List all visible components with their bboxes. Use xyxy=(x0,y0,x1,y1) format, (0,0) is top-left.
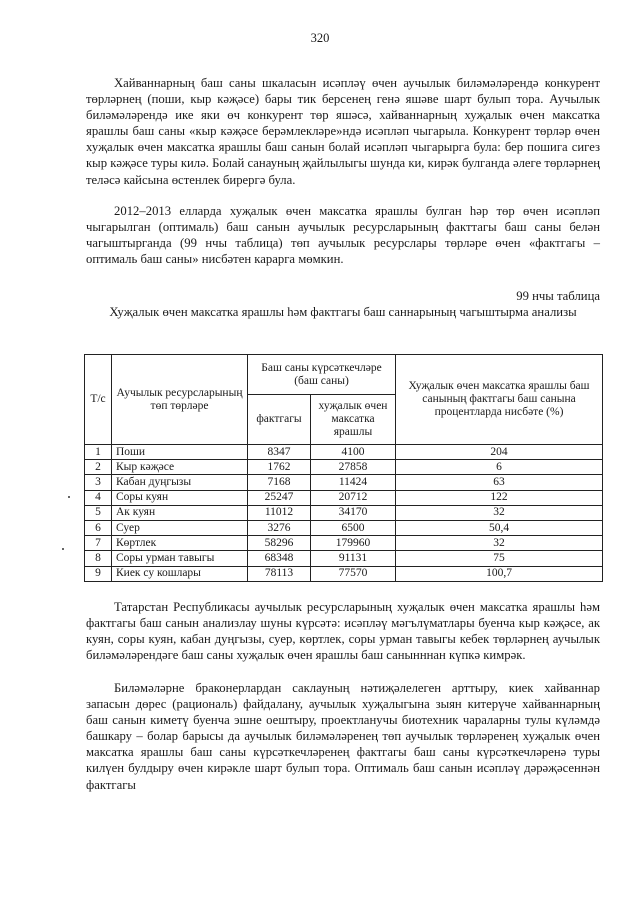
actual-count: 58296 xyxy=(248,536,311,551)
species-name: Суер xyxy=(112,520,248,535)
optimal-count: 4100 xyxy=(311,445,396,460)
row-number: 1 xyxy=(85,445,112,460)
optimal-count: 77570 xyxy=(311,566,396,581)
species-name: Көртлек xyxy=(112,536,248,551)
optimal-count: 20712 xyxy=(311,490,396,505)
header-ratio: Хуҗалык өчен максатка ярашлы баш санының фактгагы баш санына процентларда нисбәте (%) xyxy=(396,355,603,445)
table-number: 99 нчы таблица xyxy=(516,289,600,303)
ratio-percent: 50,4 xyxy=(396,520,603,535)
ratio-percent: 204 xyxy=(396,445,603,460)
species-name: Киек су кошлары xyxy=(112,566,248,581)
table-body xyxy=(85,445,603,582)
optimal-count: 11424 xyxy=(311,475,396,490)
paragraph-3: Татарстан Республикасы аучылык ресурсларының хуҗалык өчен максатка ярашлы һәм фактгагы баш санын анализлау шуны күрсәтә: исәпләү мәгълүматлары буенча кыр кәҗәсе, ак куян, соры куян, кабан дуңгызы, суер, көртлек, соры урман тавыгы кебек төрләрнең аучылык биләмәләрендәге баш саны хуҗалык өчен ярашлы баш санынннан күпкә кимрәк. xyxy=(86,600,600,663)
header-optimal: хуҗалык өчен максатка ярашлы xyxy=(311,395,396,445)
optimal-count: 34170 xyxy=(311,505,396,520)
ratio-percent: 32 xyxy=(396,536,603,551)
optimal-count: 91131 xyxy=(311,551,396,566)
optimal-count: 6500 xyxy=(311,520,396,535)
table-row xyxy=(85,475,603,490)
table-row xyxy=(85,536,603,551)
species-name: Ак куян xyxy=(112,505,248,520)
table-row xyxy=(85,490,603,505)
table-row xyxy=(85,520,603,535)
actual-count: 1762 xyxy=(248,460,311,475)
row-number: 7 xyxy=(85,536,112,551)
optimal-count: 179960 xyxy=(311,536,396,551)
ratio-percent: 6 xyxy=(396,460,603,475)
ratio-percent: 122 xyxy=(396,490,603,505)
ratio-percent: 100,7 xyxy=(396,566,603,581)
row-number: 5 xyxy=(85,505,112,520)
header-group: Аучылык ресурсларының төп төрләре xyxy=(112,355,248,445)
optimal-count: 27858 xyxy=(311,460,396,475)
table-row xyxy=(85,460,603,475)
page-number: 320 xyxy=(310,31,330,45)
actual-count: 7168 xyxy=(248,475,311,490)
species-name: Кыр кәҗәсе xyxy=(112,460,248,475)
ratio-percent: 32 xyxy=(396,505,603,520)
table-row xyxy=(85,445,603,460)
header-counts: Баш саны күрсәткечләре (баш саны) xyxy=(248,355,396,395)
table-title: Хуҗалык өчен максатка ярашлы һәм фактгагы баш саннарының чагыштырма анализы xyxy=(109,305,577,319)
actual-count: 68348 xyxy=(248,551,311,566)
scan-speck xyxy=(62,548,64,550)
header-num: Т/с xyxy=(85,355,112,445)
actual-count: 8347 xyxy=(248,445,311,460)
ratio-percent: 75 xyxy=(396,551,603,566)
paragraph-2: 2012–2013 елларда хуҗалык өчен максатка ярашлы булган һәр төр өчен исәпләп чыгарылган (оптималь) баш санын аучылык ресурсларының факттагы баш саны белән чагыштырганда (99 нчы таблица) төп аучылык ресурслары төрләре өчен «фактгагы – оптималь баш саны» нисбәтен карарга мөмкин. xyxy=(86,204,600,267)
actual-count: 11012 xyxy=(248,505,311,520)
comparison-table xyxy=(84,354,603,582)
header-actual: фактгагы xyxy=(248,395,311,445)
scan-speck xyxy=(68,496,70,498)
species-name: Соры урман тавыгы xyxy=(112,551,248,566)
species-name: Кабан дуңгызы xyxy=(112,475,248,490)
row-number: 4 xyxy=(85,490,112,505)
paragraph-4: Биләмәләрне браконерлардан саклауның нәтиҗәлелеген арттыру, киек хайваннар запасын дөрес (рациональ) файдалану, аучылык хуҗалыгына зыян китерүче хайваннарның баш санын киметү буенча эшне оештыру, проектланучы биотехник чараларны тулы күләмдә башкару – болар барысы да аучылык биләмәләренең төп аучылык төрләренең хуҗалык өчен максатка ярашлы баш саны күрсәткечләренең фактгагы баш саны күрсәткечләренә туры килүен булдыру өчен кирәкле шарт булып тора. Оптималь баш санын исәпләү дәрәҗәсеннән фактгагы xyxy=(86,681,600,792)
row-number: 8 xyxy=(85,551,112,566)
species-name: Поши xyxy=(112,445,248,460)
row-number: 3 xyxy=(85,475,112,490)
row-number: 2 xyxy=(85,460,112,475)
actual-count: 78113 xyxy=(248,566,311,581)
row-number: 6 xyxy=(85,520,112,535)
ratio-percent: 63 xyxy=(396,475,603,490)
actual-count: 3276 xyxy=(248,520,311,535)
table-row xyxy=(85,566,603,581)
paragraph-1: Хайваннарның баш саны шкаласын исәпләү өчен аучылык биләмәләрендә конкурент төрләрнең (поши, кыр кәҗәсе) бары тик берсенең генә яшәве шарт булып тора. Аучылык биләмәләрендә ике яки өч конкурент төр яшәсә, хайваннарның хуҗалык өчен максатка ярашлы баш саны «кыр кәҗәсе берәмлекләре»ндә исәпләп чыгарыла. Конкурент төрләр өчен хуҗалык өчен максатка ярашлы баш санын болай исәпләп чыгарырга була: бер пошига сигез кыр кәҗәсе туры килә. Болай санауның җайлылыгы шунда ки, кирәк булганда әлеге төрләрнең теләсә кайсына өстенлек бирергә була. xyxy=(86,76,600,187)
table-row xyxy=(85,505,603,520)
row-number: 9 xyxy=(85,566,112,581)
species-name: Соры куян xyxy=(112,490,248,505)
table-row xyxy=(85,551,603,566)
actual-count: 25247 xyxy=(248,490,311,505)
